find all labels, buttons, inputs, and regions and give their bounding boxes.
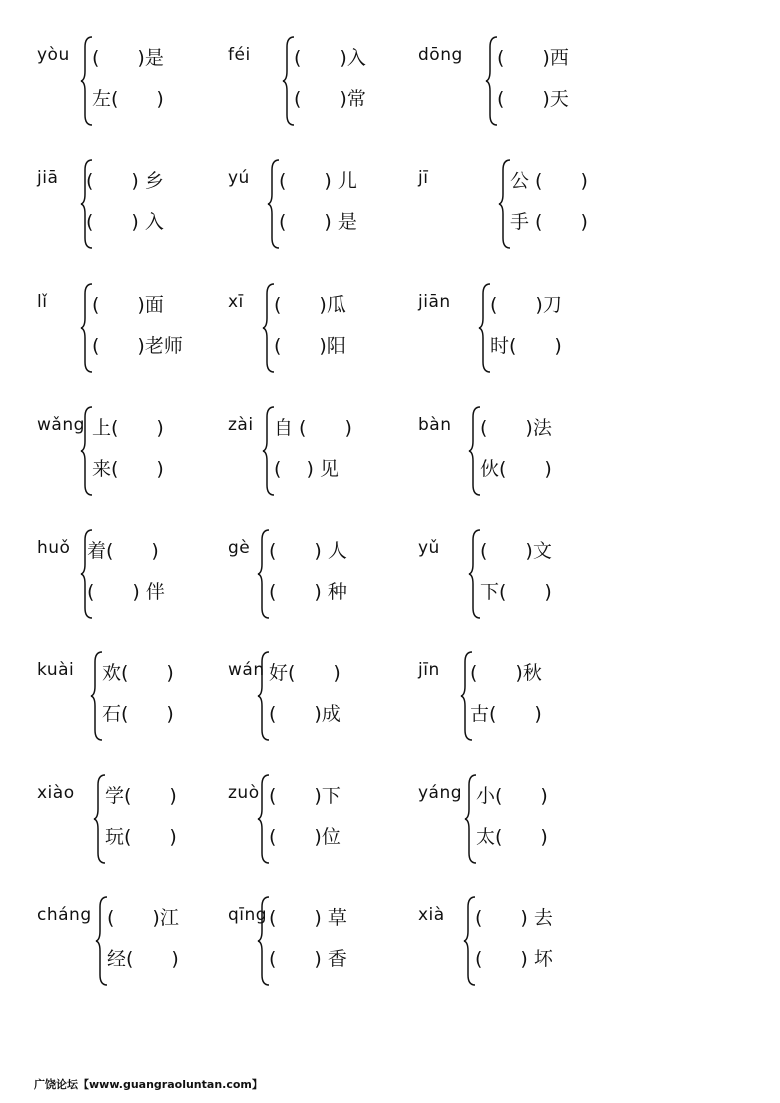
word-group (418, 158, 618, 254)
pinyin-label: bàn (418, 415, 452, 435)
word-group (418, 405, 618, 501)
word-group (418, 650, 618, 746)
fill-blank-2[interactable]: 太( ) (476, 826, 548, 848)
fill-blank-2[interactable]: ( ) 香 (269, 948, 347, 970)
fill-blank-1[interactable]: ( )法 (480, 417, 552, 439)
fill-blank-1[interactable]: ( ) 儿 (279, 170, 357, 192)
fill-blank-1[interactable]: ( )西 (497, 47, 569, 69)
word-group (37, 650, 237, 746)
pinyin-label: wǎng (37, 415, 85, 435)
word-group (37, 35, 237, 131)
word-group (228, 650, 428, 746)
pinyin-label: yòu (37, 45, 70, 65)
fill-blank-2[interactable]: 石( ) (102, 703, 174, 725)
pinyin-label: xī (228, 292, 244, 312)
fill-blank-1[interactable]: 好( ) (269, 662, 341, 684)
fill-blank-2[interactable]: 手 ( ) (510, 211, 588, 233)
fill-blank-1[interactable]: 自 ( ) (274, 417, 352, 439)
fill-blank-1[interactable]: ( )江 (107, 907, 179, 929)
word-group (418, 35, 618, 131)
pinyin-label: yǔ (418, 538, 440, 558)
fill-blank-2[interactable]: 古( ) (470, 703, 542, 725)
word-group (37, 158, 237, 254)
fill-blank-2[interactable]: ( ) 种 (269, 581, 347, 603)
fill-blank-2[interactable]: 时( ) (490, 335, 562, 357)
fill-blank-1[interactable]: 学( ) (105, 785, 177, 807)
pinyin-label: gè (228, 538, 251, 558)
fill-blank-2[interactable]: 来( ) (92, 458, 164, 480)
word-group (418, 282, 618, 378)
pinyin-label: jiān (418, 292, 451, 312)
fill-blank-2[interactable]: ( )常 (294, 88, 366, 110)
footer-text: 广饶论坛【www.guangraoluntan.com】 (34, 1078, 263, 1091)
pinyin-label: féi (228, 45, 251, 65)
fill-blank-2[interactable]: ( ) 坏 (475, 948, 553, 970)
word-group (418, 773, 618, 869)
fill-blank-1[interactable]: ( ) 草 (269, 907, 347, 929)
pinyin-label: zài (228, 415, 254, 435)
fill-blank-1[interactable]: 上( ) (92, 417, 164, 439)
word-group (228, 282, 428, 378)
pinyin-label: lǐ (37, 292, 48, 312)
fill-blank-2[interactable]: 经( ) (107, 948, 179, 970)
pinyin-label: cháng (37, 905, 92, 925)
pinyin-label: jiā (37, 168, 59, 188)
fill-blank-1[interactable]: ( ) 乡 (86, 170, 164, 192)
word-group (228, 35, 428, 131)
fill-blank-1[interactable]: ( )是 (92, 47, 164, 69)
fill-blank-1[interactable]: 公 ( ) (510, 170, 588, 192)
fill-blank-1[interactable]: ( )秋 (470, 662, 542, 684)
fill-blank-1[interactable]: ( )下 (269, 785, 341, 807)
word-group (228, 773, 428, 869)
word-group (228, 528, 428, 624)
fill-blank-2[interactable]: ( ) 入 (86, 211, 164, 233)
pinyin-label: kuài (37, 660, 75, 680)
word-group (37, 528, 237, 624)
pinyin-label: zuò (228, 783, 260, 803)
fill-blank-2[interactable]: 玩( ) (105, 826, 177, 848)
fill-blank-1[interactable]: 着( ) (87, 540, 159, 562)
fill-blank-1[interactable]: ( )文 (480, 540, 552, 562)
fill-blank-1[interactable]: ( )入 (294, 47, 366, 69)
pinyin-label: jī (418, 168, 429, 188)
word-group (228, 405, 428, 501)
fill-blank-1[interactable]: ( ) 人 (269, 540, 347, 562)
fill-blank-2[interactable]: 下( ) (480, 581, 552, 603)
fill-blank-2[interactable]: 左( ) (92, 88, 164, 110)
fill-blank-1[interactable]: ( )面 (92, 294, 164, 316)
pinyin-label: qīng (228, 905, 268, 925)
word-group (418, 528, 618, 624)
word-group (228, 895, 428, 991)
pinyin-label: dōng (418, 45, 463, 65)
fill-blank-2[interactable]: ( )天 (497, 88, 569, 110)
fill-blank-1[interactable]: 欢( ) (102, 662, 174, 684)
word-group (37, 773, 237, 869)
word-group (418, 895, 618, 991)
pinyin-label: xià (418, 905, 445, 925)
pinyin-label: jīn (418, 660, 440, 680)
fill-blank-2[interactable]: ( ) 是 (279, 211, 357, 233)
fill-blank-2[interactable]: ( ) 见 (274, 458, 339, 480)
fill-blank-2[interactable]: ( )位 (269, 826, 341, 848)
fill-blank-1[interactable]: 小( ) (476, 785, 548, 807)
fill-blank-2[interactable]: ( )阳 (274, 335, 346, 357)
fill-blank-2[interactable]: ( )老师 (92, 335, 183, 357)
pinyin-label: xiào (37, 783, 75, 803)
fill-blank-2[interactable]: ( )成 (269, 703, 341, 725)
fill-blank-1[interactable]: ( )瓜 (274, 294, 346, 316)
fill-blank-2[interactable]: ( ) 伴 (87, 581, 165, 603)
word-group (228, 158, 428, 254)
fill-blank-2[interactable]: 伙( ) (480, 458, 552, 480)
pinyin-label: yáng (418, 783, 463, 803)
pinyin-label: huǒ (37, 538, 71, 558)
fill-blank-1[interactable]: ( )刀 (490, 294, 562, 316)
word-group (37, 282, 237, 378)
pinyin-label: wán (228, 660, 265, 680)
fill-blank-1[interactable]: ( ) 去 (475, 907, 553, 929)
pinyin-label: yú (228, 168, 250, 188)
word-group (37, 895, 237, 991)
word-group (37, 405, 237, 501)
